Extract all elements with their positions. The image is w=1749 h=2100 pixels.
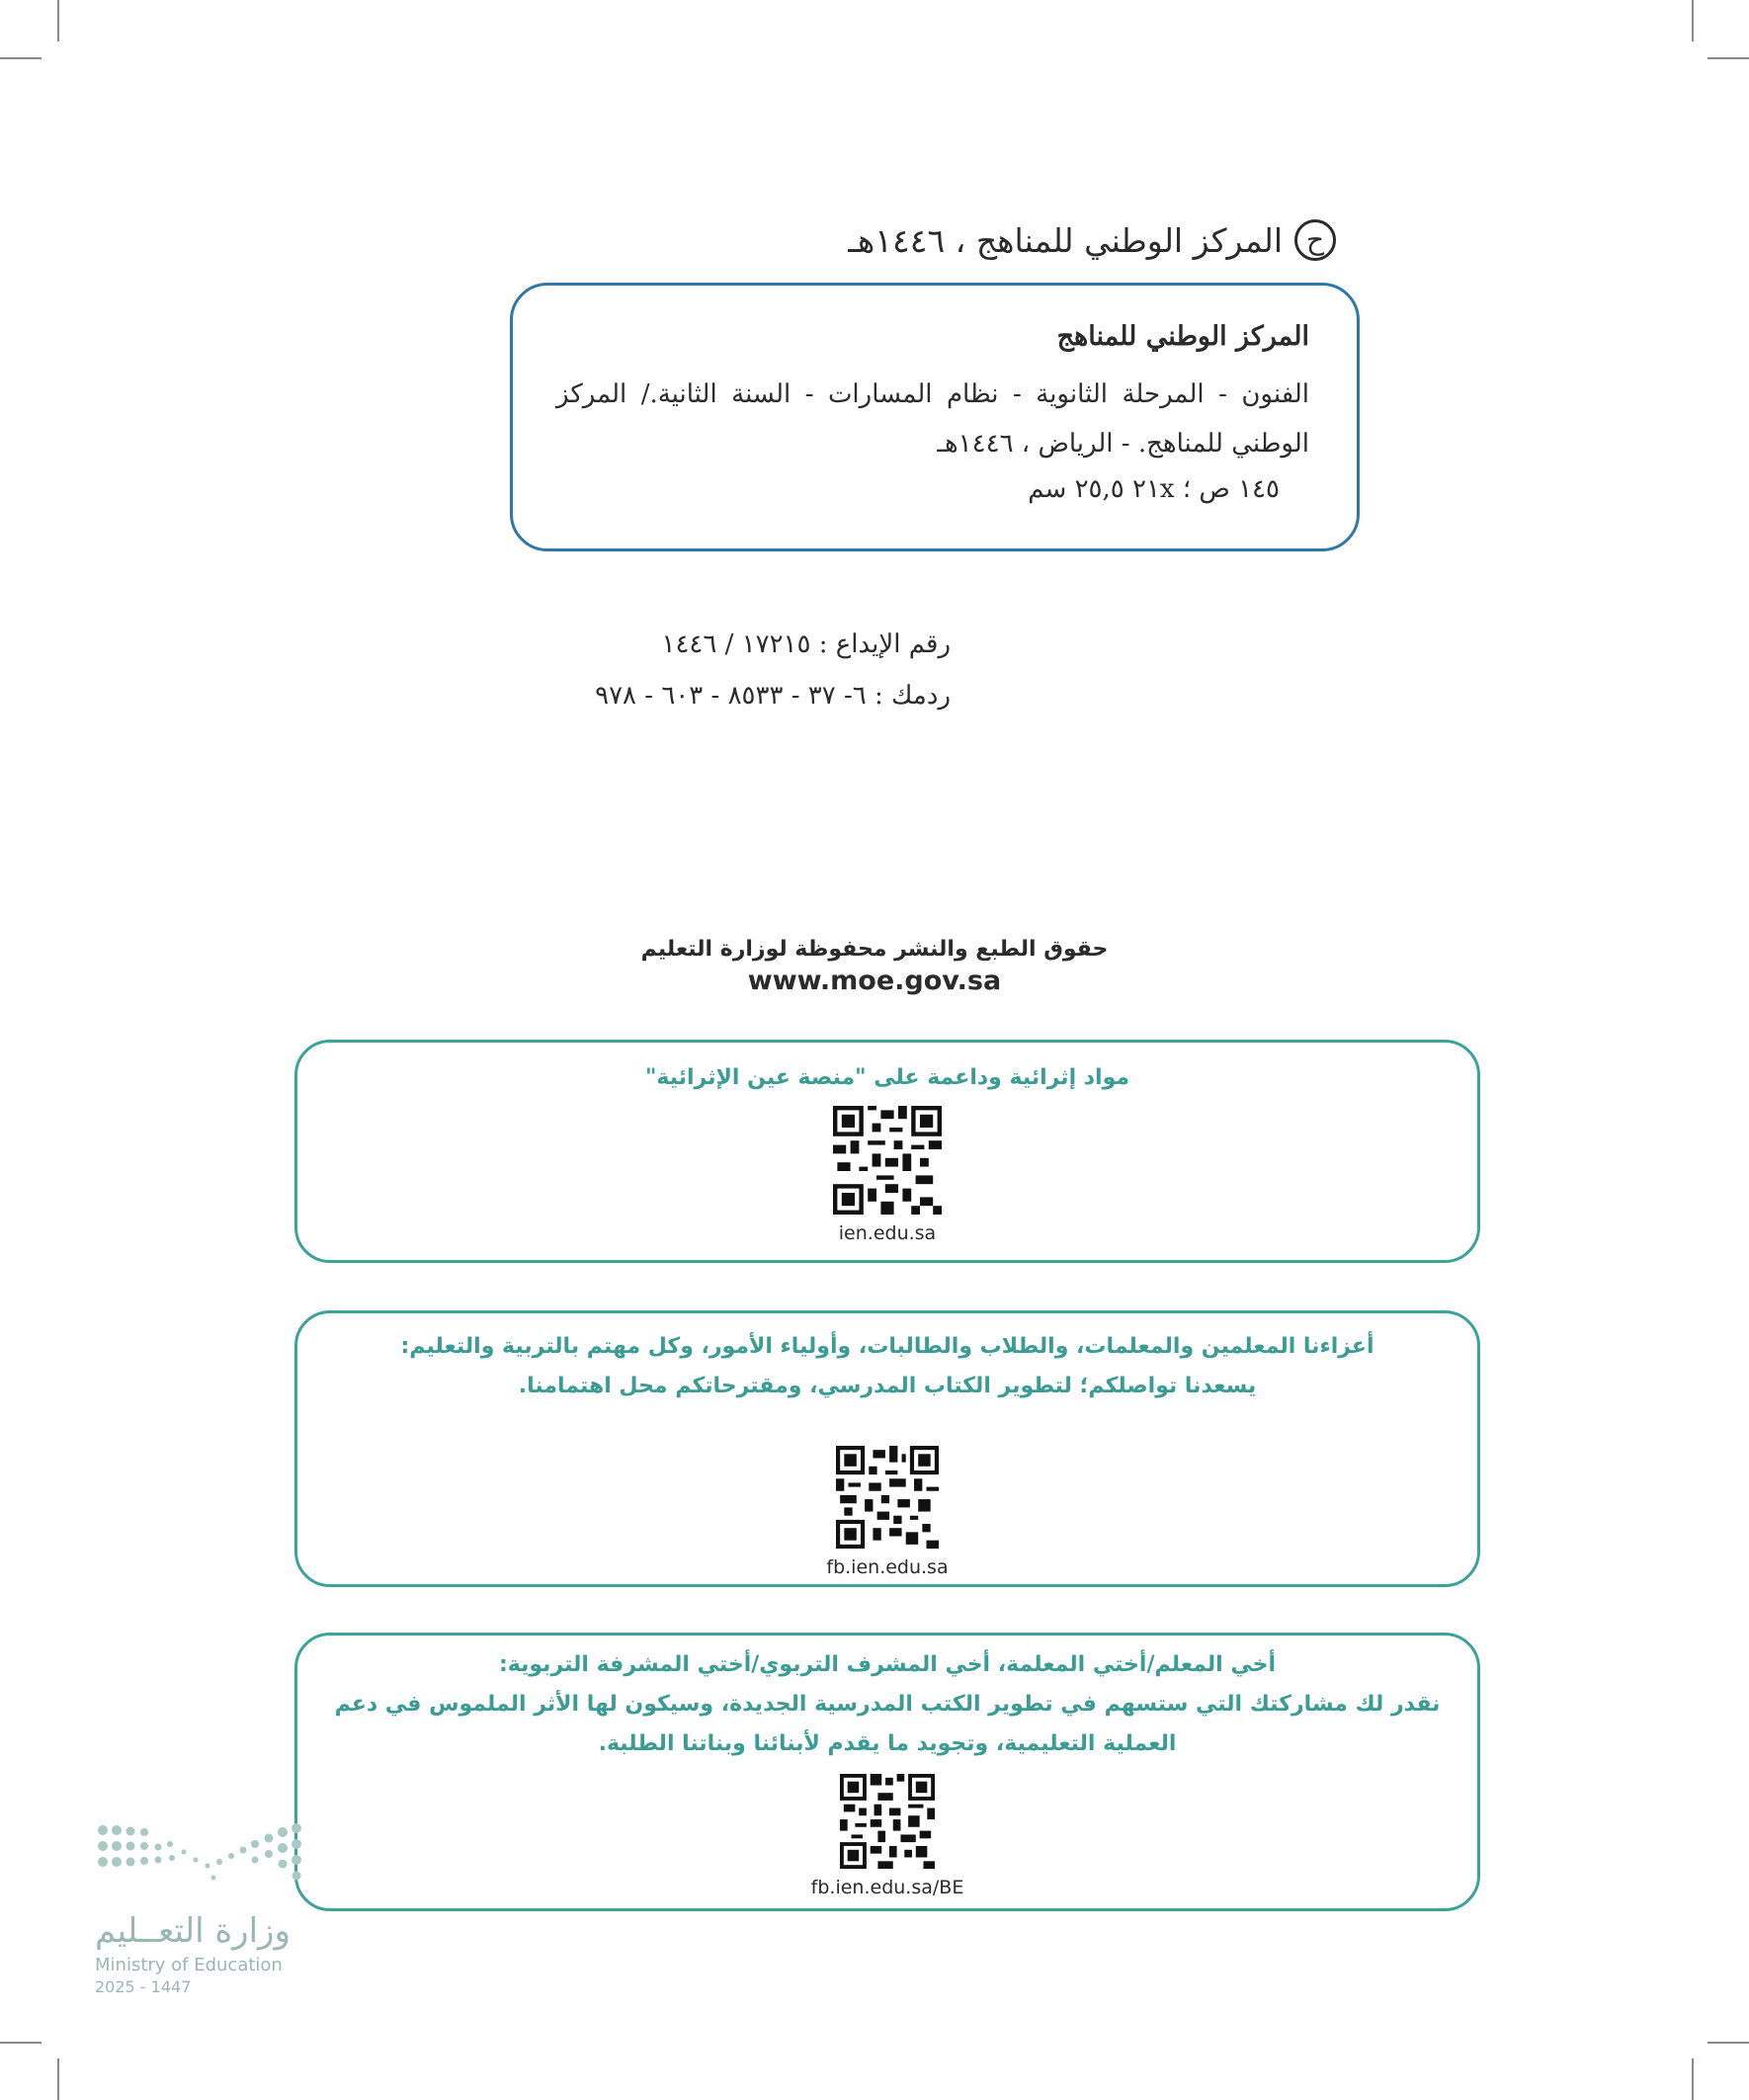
crop-mark <box>1692 0 1694 42</box>
ministry-name-arabic: وزارة التعــليم <box>95 1911 291 1951</box>
feedback-line-2: يسعدنا تواصلكم؛ لتطوير الكتاب المدرسي، ومقترحاتكم محل اهتمامنا. <box>518 1374 1257 1398</box>
rights-text: حقوق الطبع والنشر محفوظة لوزارة التعليم <box>640 937 1109 962</box>
participation-line-3: العملية التعليمية، وتجويد ما يقدم لأبنائنا وبناتنا الطلبة. <box>598 1731 1177 1756</box>
deposit-info <box>457 619 951 721</box>
participation-line-1: أخي المعلم/أختي المعلمة، أخي المشرف التربوي/أختي المشرفة التربوية: <box>498 1652 1277 1677</box>
feedback-box <box>294 1310 1480 1587</box>
copyright-symbol: ح <box>1294 219 1336 261</box>
participation-box <box>294 1633 1480 1911</box>
enrichment-box <box>294 1040 1480 1263</box>
crop-mark <box>1707 2042 1749 2044</box>
crop-mark <box>0 2042 42 2044</box>
ministry-logo <box>95 1818 312 1996</box>
rights-block <box>578 937 1171 996</box>
cataloging-title: المركز الوطني للمناهج <box>1056 321 1309 352</box>
crop-mark <box>0 57 42 59</box>
crop-mark <box>57 2058 59 2100</box>
enrichment-text: مواد إثرائية وداعمة على "منصة عين الإثرائية" <box>644 1065 1130 1090</box>
rights-url[interactable]: www.moe.gov.sa <box>747 966 1002 996</box>
cataloging-description: الفنون - المرحلة الثانوية - نظام المسارات - السنة الثانية./ المركز الوطني للمناهج. - الرياض ، ١٤٤٦هـ <box>556 379 1309 459</box>
qr-code-icon[interactable] <box>840 1774 935 1869</box>
participation-url[interactable]: fb.ien.edu.sa/BE <box>810 1877 964 1898</box>
crop-mark <box>1692 2058 1694 2100</box>
isbn: ردمك : ٦- ٣٧ - ٨٥٣٣ - ٦٠٣ - ٩٧٨ <box>595 681 951 711</box>
cataloging-box <box>510 283 1360 551</box>
enrichment-url[interactable]: ien.edu.sa <box>838 1222 937 1244</box>
cataloging-pages: ١٤٥ ص ؛ ٢١x ٢٥,٥ سم <box>1028 474 1280 504</box>
copyright-text: المركز الوطني للمناهج ، ١٤٤٦هـ <box>848 220 1283 260</box>
crop-mark <box>1707 57 1749 59</box>
ministry-name-english: Ministry of Education <box>95 1955 283 1975</box>
feedback-line-1: أعزاءنا المعلمين والمعلمات، والطلاب والطالبات، وأولياء الأمور، وكل مهتم بالتربية والتعليم: <box>400 1334 1374 1359</box>
ministry-year: 2025 - 1447 <box>95 1977 192 1996</box>
participation-line-2: نقدر لك مشاركتك التي ستسهم في تطوير الكتب المدرسية الجديدة، وسيكون لها الأثر الملموس في دعم <box>334 1692 1441 1717</box>
qr-code-icon[interactable] <box>833 1106 942 1215</box>
deposit-number: رقم الإيداع : ١٧٢١٥ / ١٤٤٦ <box>661 630 951 659</box>
qr-code-icon[interactable] <box>836 1446 939 1549</box>
crop-mark <box>57 0 59 42</box>
ministry-dots-icon <box>95 1818 312 1897</box>
copyright-line <box>447 219 1336 261</box>
feedback-url[interactable]: fb.ien.edu.sa <box>826 1556 949 1578</box>
